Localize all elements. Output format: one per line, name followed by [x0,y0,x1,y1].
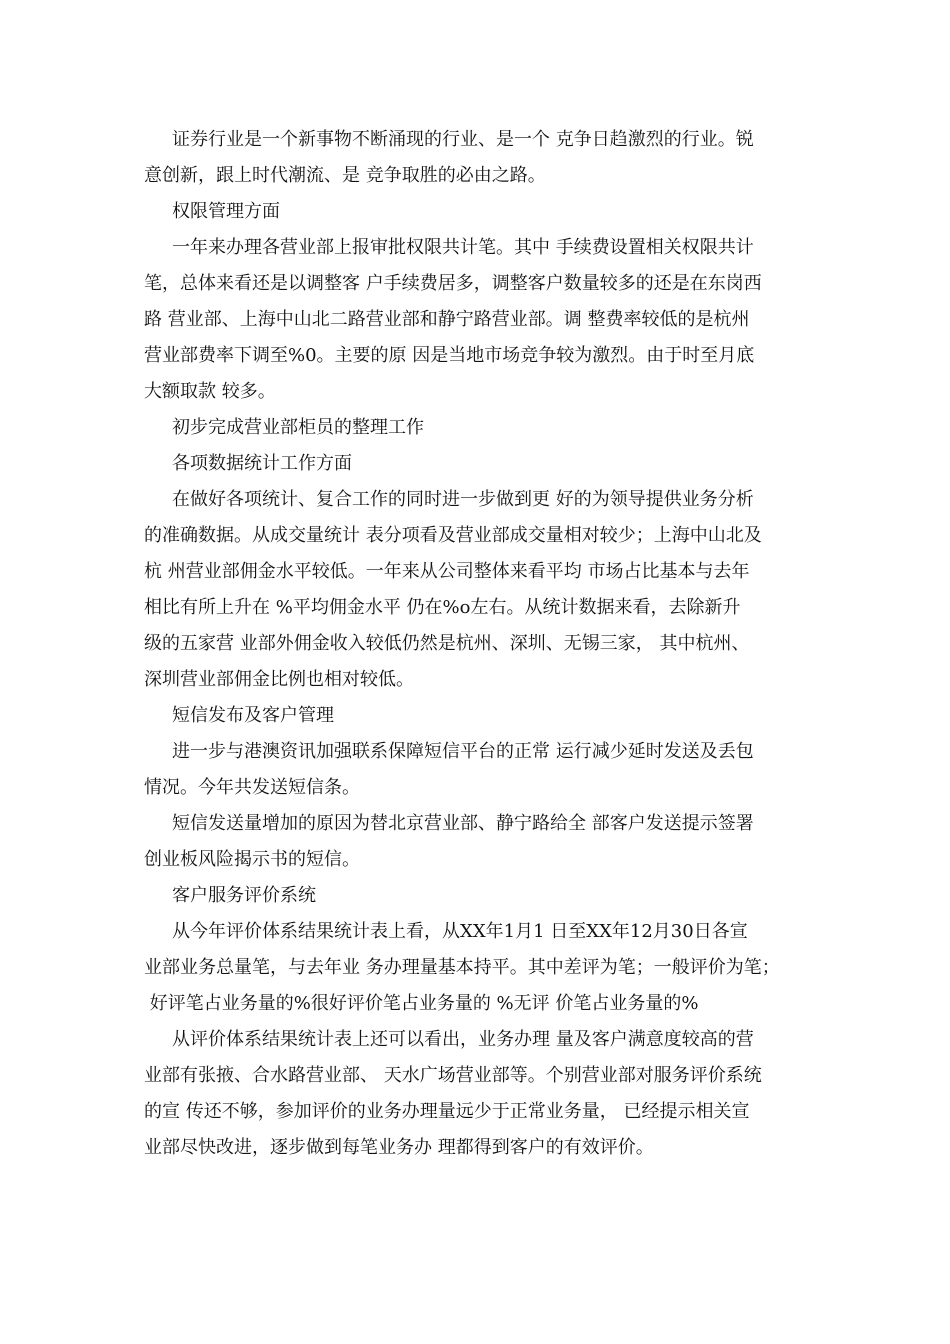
paragraph-line: 从评价体系结果统计表上还可以看出，业务办理 量及客户满意度较高的营 [172,1029,754,1050]
paragraph-line: 一年来办理各营业部上报审批权限共计笔。其中 手续费设置相关权限共计 [172,237,754,258]
section-heading: 初步完成营业部柜员的整理工作 [172,417,424,438]
paragraph-line: 业部尽快改进，逐步做到每笔业务办 理都得到客户的有效评价。 [144,1137,654,1158]
paragraph-line: 的准确数据。从成交量统计 表分项看及营业部成交量相对较少；上海中山北及 [144,525,762,546]
section-heading: 客户服务评价系统 [172,885,316,906]
paragraph-line: 证券行业是一个新事物不断涌现的行业、是一个 克争日趋激烈的行业。锐 [172,129,754,150]
section-heading: 各项数据统计工作方面 [172,453,352,474]
section-heading: 权限管理方面 [172,201,280,222]
paragraph-line: 深圳营业部佣金比例也相对较低。 [144,669,414,690]
paragraph-line: 好评笔占业务量的%很好评价笔占业务量的 %无评 价笔占业务量的% [144,993,699,1014]
paragraph-line: 相比有所上升在 %平均佣金水平 仍在%o左右。从统计数据来看，去除新升 [144,597,741,618]
paragraph-line: 营业部费率下调至%0。主要的原 因是当地市场竞争较为激烈。由于时至月底 [144,345,755,366]
paragraph-line: 大额取款 较多。 [144,381,276,402]
paragraph-line: 从今年评价体系结果统计表上看，从XX年1月1 日至XX年12月30日各宣 [172,921,748,942]
paragraph-line: 业部有张掖、合水路营业部、 天水广场营业部等。个别营业部对服务评价系统 [144,1065,762,1086]
paragraph-line: 业部业务总量笔，与去年业 务办理量基本持平。其中差评为笔；一般评价为笔； [144,957,780,978]
paragraph-line: 杭 州营业部佣金水平较低。一年来从公司整体来看平均 市场占比基本与去年 [144,561,750,582]
paragraph-line: 在做好各项统计、复合工作的同时进一步做到更 好的为领导提供业务分析 [172,489,754,510]
paragraph-line: 意创新，跟上时代潮流、是 竞争取胜的必由之路。 [144,165,546,186]
paragraph-line: 的宣 传还不够，参加评价的业务办理量远少于正常业务量， 已经提示相关宣 [144,1101,750,1122]
paragraph-line: 路 营业部、上海中山北二路营业部和静宁路营业部。调 整费率较低的是杭州 [144,309,750,330]
paragraph-line: 情况。今年共发送短信条。 [144,777,360,798]
document-body [144,122,816,1166]
paragraph-line: 创业板风险揭示书的短信。 [144,849,360,870]
paragraph-line: 级的五家营 业部外佣金收入较低仍然是杭州、深圳、无锡三家， 其中杭州、 [144,633,750,654]
paragraph-line: 进一步与港澳资讯加强联系保障短信平台的正常 运行减少延时发送及丢包 [172,741,754,762]
section-heading: 短信发布及客户管理 [172,705,334,726]
paragraph-line: 短信发送量增加的原因为替北京营业部、静宁路给全 部客户发送提示签署 [172,813,754,834]
paragraph-line: 笔，总体来看还是以调整客 户手续费居多，调整客户数量较多的还是在东岗西 [144,273,762,294]
